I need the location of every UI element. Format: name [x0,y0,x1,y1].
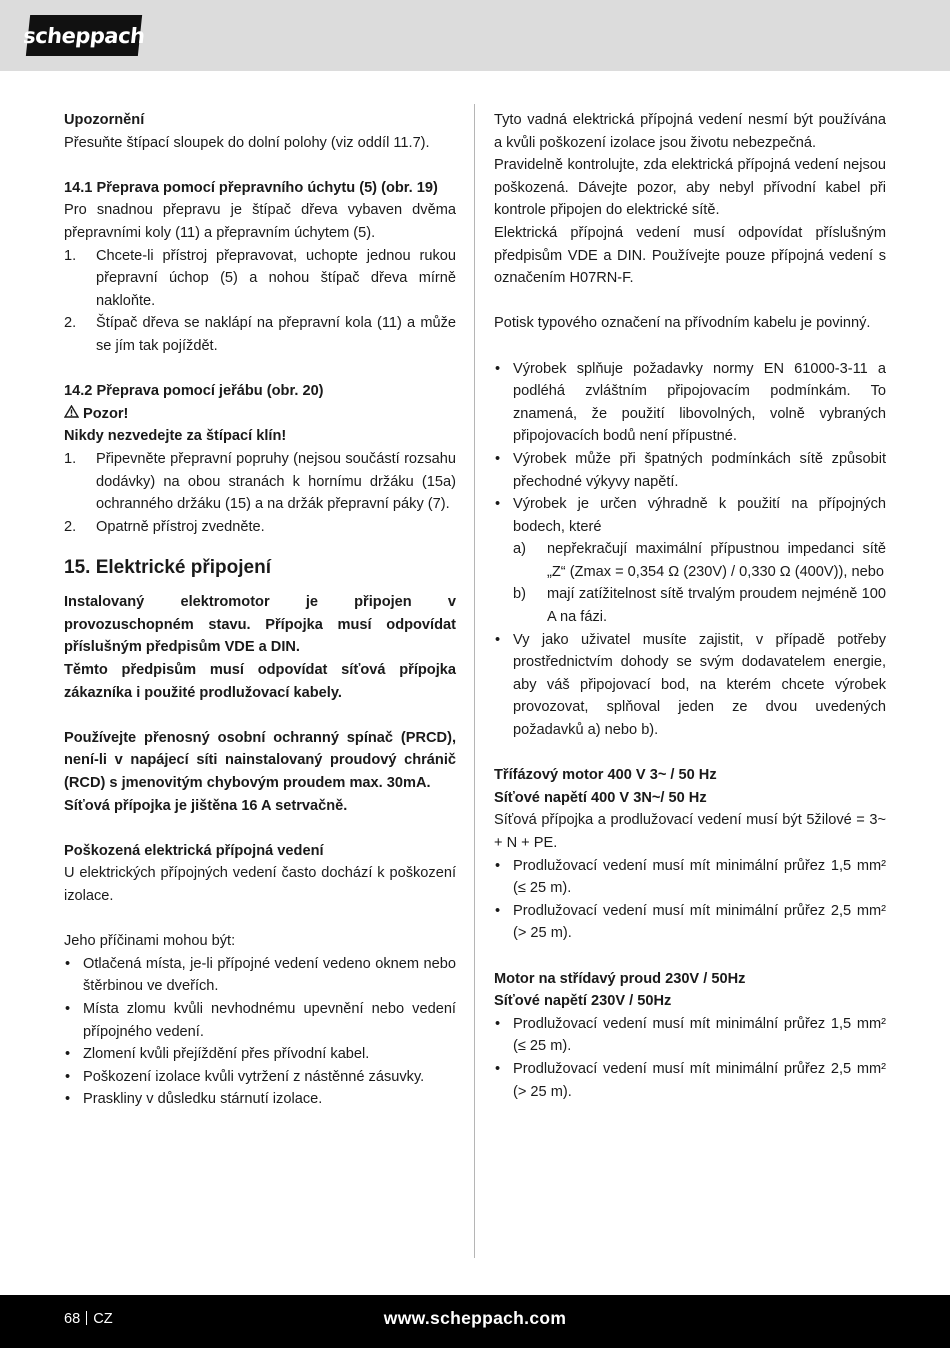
bullet-dot-icon: • [495,496,501,513]
column-divider [474,104,475,1258]
bullet-dot-icon: • [65,1046,71,1063]
right-column [494,109,886,1103]
three-phase-text: Síťová přípojka a prodlužovací vedení musí být 5žilové = 3~ + N + PE. [494,812,886,851]
right-para-2: Pravidelně kontrolujte, zda elektrická přípojná vedení nejsou poškozená. Dávejte pozor, aby nebyl přívodní kabel při kontrole připojen do elektrické sítě. [494,157,886,219]
warning-line: Pozor! [64,403,456,426]
left-column [64,109,456,1111]
section-14-1-steps [64,245,456,358]
bullet-dot-icon: • [495,1060,501,1077]
page-footer [0,1295,950,1348]
section-14-1-intro: Pro snadnou přepravu je štípač dřeva vybaven dvěma přepravními koly (11) a přepravním úchytem (5). [64,202,456,241]
list-item: • Praskliny v důsledku stárnutí izolace. [64,1088,456,1111]
bullet-dot-icon: • [65,1091,71,1108]
list-item: 2. Štípač dřeva se naklápí na přepravní kola (11) a může se jím tak pojíždět. [64,315,456,354]
requirements-list [494,358,886,539]
user-responsibility-list [494,629,886,742]
right-para-4: Potisk typového označení na přívodním kabelu je povinný. [494,315,871,332]
bullet-dot-icon: • [65,1000,71,1017]
list-item: • Poškození izolace kvůli vytržení z nástěnné zásuvky. [64,1066,456,1089]
list-item: 1. Připevněte přepravní popruhy (nejsou součástí rozsahu dodávky) na obou stranách k hornímu držáku (15a) ochranného držáku (15) a na držák přepravní páky (7). [64,450,456,513]
list-item: 2. Opatrně přístroj zvedněte. [64,518,265,535]
list-item: a) nepřekračují maximální přípustnou impedanci sítě „Z“ (Zmax = 0,354 Ω (230V) / 0,330 Ω (400V)), nebo [513,541,886,580]
section-14-2-steps [64,448,456,538]
section-15-para-3: Používejte přenosný osobní ochranný spínač (PRCD), není-li v napájecí síti nainstalovaný proudový chránič (RCD) s jmenovitým chybovým proudem max. 30mA. [64,729,456,792]
ac-motor-title: Motor na střídavý proud 230V / 50Hz [494,970,746,987]
list-item: • Prodlužovací vedení musí mít minimální průřez 2,5 mm² (> 25 m). [494,900,886,945]
list-item: • Prodlužovací vedení musí mít minimální průřez 1,5 mm² (≤ 25 m). [494,855,886,900]
section-14-2-title: 14.2 Přeprava pomocí jeřábu (obr. 20) [64,383,324,400]
bullet-dot-icon: • [495,450,501,467]
three-phase-title: Třífázový motor 400 V 3~ / 50 Hz [494,767,717,784]
three-phase-list [494,855,886,945]
ac-motor-voltage: Síťové napětí 230V / 50Hz [494,993,672,1010]
list-item: • Výrobek může při špatných podmínkách sítě způsobit přechodné výkyvy napětí. [494,448,886,493]
ac-motor-list [494,1013,886,1103]
bullet-dot-icon: • [495,1015,501,1032]
notice-text: Přesuňte štípací sloupek do dolní polohy (viz oddíl 11.7). [64,134,430,151]
list-item: • Otlačená místa, je-li přípojné vedení vedeno oknem nebo štěrbinou ve dveřích. [64,953,456,998]
section-15-title: 15. Elektrické připojení [64,557,271,579]
list-item: b) mají zatížitelnost sítě trvalým proudem nejméně 100 A na fázi. [513,586,886,626]
list-item: • Vy jako uživatel musíte zajistit, v případě potřeby prostřednictvím dohody se svým dodavatelem energie, aby váš připojovací bod, na kterém chcete výrobek provozovat, splňoval jeden ze dvou uvedených požadavků a) nebo b). [494,629,886,742]
section-15-para-2: Těmto předpisům musí odpovídat síťová přípojka zákazníka i použité prodlužovací kabely. [64,662,456,701]
right-para-1: Tyto vadná elektrická přípojná vedení nesmí být používána a kvůli poškození izolace jsou životu nebezpečná. [494,112,886,151]
bullet-dot-icon: • [65,1068,71,1085]
brand-logo: scheppach [26,15,142,56]
warning-triangle-icon [64,403,79,426]
bullet-dot-icon: • [65,955,71,972]
section-15-para-4: Síťová přípojka je jištěna 16 A setrvačně. [64,797,348,814]
page-number: 68 CZ [64,1311,113,1327]
section-15-para-1: Instalovaný elektromotor je připojen v provozuschopném stavu. Přípojka musí odpovídat příslušným předpisům VDE a DIN. [64,594,456,656]
list-item: • Výrobek splňuje požadavky normy EN 61000-3-11 a podléhá zvláštním připojovacím podmínkám. To znamená, že použití libovolných, volně vybraných připojovacích bodů není přípustné. [494,358,886,448]
list-item: • Prodlužovací vedení musí mít minimální průřez 2,5 mm² (> 25 m). [494,1058,886,1103]
language-code: CZ [93,1311,113,1327]
bullet-dot-icon: • [495,902,501,919]
section-14-1-title: 14.1 Přeprava pomocí přepravního úchytu (5) (obr. 19) [64,179,438,196]
bullet-dot-icon: • [495,631,501,648]
list-item: • Místa zlomu kvůli nevhodnému upevnění nebo vedení přípojného vedení. [64,998,456,1043]
list-item: • Zlomení kvůli přejíždění přes přívodní kabel. [64,1043,456,1066]
damaged-cables-title: Poškozená elektrická přípojná vedení [64,842,324,859]
warning-text: Nikdy nezvedejte za štípací klín! [64,428,287,445]
three-phase-voltage: Síťové napětí 400 V 3N~/ 50 Hz [494,789,707,806]
connection-point-sublist [494,538,886,628]
page-header [0,0,950,71]
notice-title: Upozornění [64,112,145,128]
list-item: • Výrobek je určen výhradně k použití na přípojných bodech, které [494,493,886,538]
list-item: • Prodlužovací vedení musí mít minimální průřez 1,5 mm² (≤ 25 m). [494,1013,886,1058]
causes-intro: Jeho příčinami mohou být: [64,933,236,950]
list-item: 1. Chcete-li přístroj přepravovat, uchopte jednou rukou přepravní úchop (5) a nohou štípač dřeva mírně nakloňte. [64,247,456,309]
damaged-cables-text: U elektrických přípojných vedení často dochází k poškození izolace. [64,865,456,904]
bullet-dot-icon: • [495,857,501,874]
right-para-3: Elektrická přípojná vedení musí odpovídat příslušným předpisům VDE a DIN. Používejte pouze přípojná vedení s označením H07RN-F. [494,224,886,287]
bullet-dot-icon: • [495,360,501,377]
causes-list [64,953,456,1111]
website-link[interactable]: www.scheppach.com [383,1308,567,1328]
